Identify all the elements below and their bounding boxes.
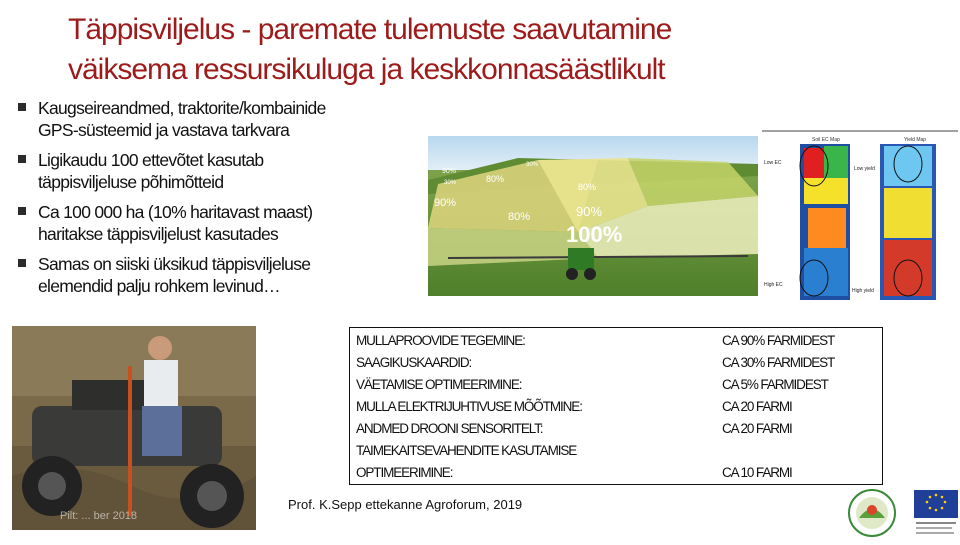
- soil-probe: [128, 366, 132, 516]
- field-label: 90%: [442, 168, 457, 175]
- stats-label: OPTIMEERIMINE:: [356, 465, 453, 480]
- adoption-stats-box: [349, 327, 883, 485]
- atv-body: [32, 406, 222, 466]
- rural-development-logo: [847, 488, 897, 538]
- bullet-item: Ca 100 000 ha (10% haritavast maast) haritakse täppisviljelust kasutades: [18, 201, 438, 245]
- stats-label: ANDMED DROONI SENSORITELT:: [356, 421, 543, 436]
- farmer-head: [148, 336, 172, 360]
- square-bullet-icon: [18, 155, 26, 163]
- stats-label: VÄETAMISE OPTIMEERIMINE:: [356, 377, 522, 392]
- field-label: 90%: [434, 197, 457, 209]
- photo-caption: Pilt: ... ber 2018: [60, 510, 138, 522]
- eu-flag-logo: [912, 488, 960, 540]
- map-title-left: Soil EC Map: [812, 137, 840, 143]
- bullet-item: Kaugseireandmed, traktorite/kombainide GPS-süsteemid ja vastava tarkvara: [18, 97, 438, 141]
- bullet-item: Samas on siiski üksikud täppisviljeluse elemendid palju rohkem levinud…: [18, 253, 438, 297]
- field-label: 80%: [508, 211, 531, 223]
- square-bullet-icon: [18, 207, 26, 215]
- bullet-list: [18, 97, 438, 305]
- stats-label: TAIMEKAITSEVAHENDITE KASUTAMISE: [356, 443, 577, 458]
- square-bullet-icon: [18, 259, 26, 267]
- high-yield-label: High yield: [852, 288, 874, 294]
- field-label: 90%: [576, 204, 603, 219]
- square-bullet-icon: [18, 103, 26, 111]
- tractor-icon: [568, 248, 594, 270]
- field-label: 80%: [578, 182, 597, 192]
- farmer-soil-sampling-photo: [12, 326, 256, 530]
- variable-rate-field-image: [428, 136, 758, 296]
- stats-value: CA 5% FARMIDEST: [722, 377, 828, 392]
- stats-label: MULLAPROOVIDE TEGEMINE:: [356, 333, 525, 348]
- stats-value: CA 20 FARMI: [722, 421, 792, 436]
- bullet-item: Ligikaudu 100 ettevõtet kasutab täppisviljeluse põhimõtteid: [18, 149, 438, 193]
- stats-value: CA 10 FARMI: [722, 465, 792, 480]
- stats-value: CA 20 FARMI: [722, 399, 792, 414]
- stats-label: MULLA ELEKTRIJUHTIVUSE MÕÕTMINE:: [356, 399, 582, 414]
- high-ec-label: High EC: [764, 282, 783, 288]
- field-label: 30%: [526, 162, 539, 168]
- field-label: 100%: [566, 222, 623, 247]
- slide-title: [68, 10, 928, 90]
- field-label: 80%: [486, 174, 505, 184]
- source-credit: Prof. K.Sepp ettekanne Agroforum, 2019: [288, 497, 523, 512]
- low-yield-label: Low yield: [854, 166, 875, 172]
- stats-label: SAAGIKUSKAARDID:: [356, 355, 472, 370]
- soil-ec-yield-map: [762, 128, 958, 304]
- title-line-1: Täppisviljelus - paremate tulemuste saavutamine: [68, 13, 672, 46]
- map-title-right: Yield Map: [904, 137, 927, 143]
- stats-value: CA 30% FARMIDEST: [722, 355, 835, 370]
- field-label: 30%: [444, 180, 457, 186]
- low-ec-label: Low EC: [764, 160, 782, 166]
- stats-value: CA 90% FARMIDEST: [722, 333, 835, 348]
- title-line-2: väiksema ressursikuluga ja keskkonnasäästlikult: [68, 53, 665, 86]
